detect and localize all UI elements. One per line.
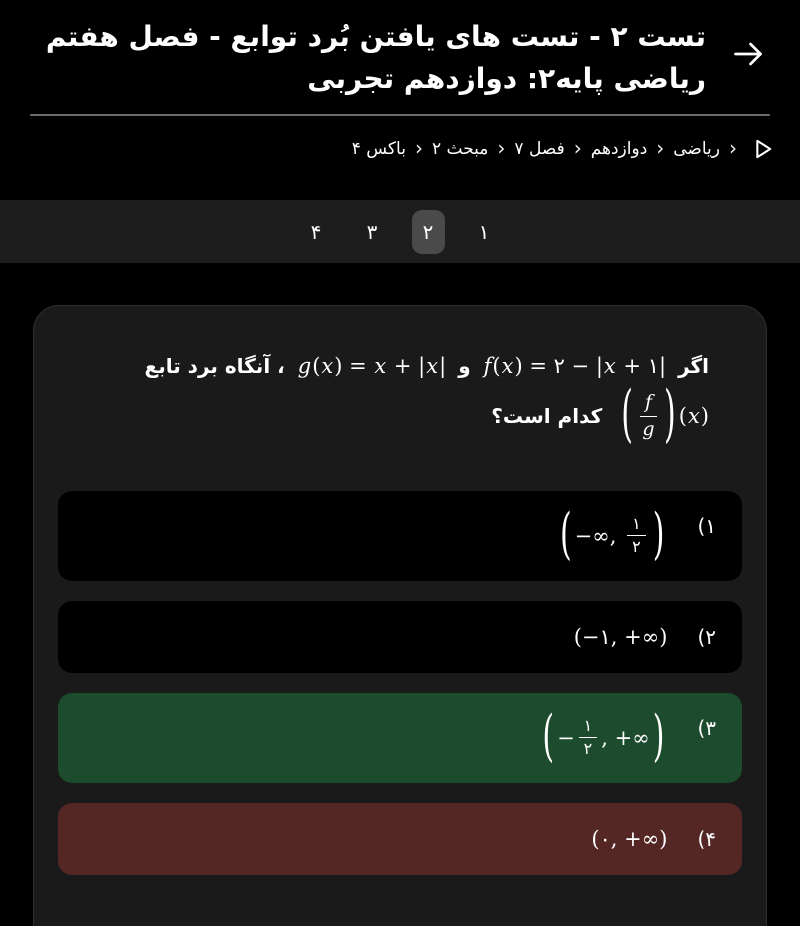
arrow-right-icon <box>728 34 768 74</box>
page-title-line1: تست ۲ - تست های یافتن بُرد توابع - فصل هفتم <box>45 20 706 53</box>
question-pagination-bar <box>0 200 800 263</box>
question-block <box>58 350 742 452</box>
back-button[interactable] <box>718 24 778 84</box>
big-paren-open: ( <box>542 704 555 770</box>
page-title-line2: ریاضی پایه۲: دوازدهم تجربی <box>307 62 706 95</box>
option-value: (−۱, +∞) <box>573 624 668 649</box>
header <box>0 0 800 100</box>
page-button-3[interactable]: ۳ <box>366 219 378 244</box>
chevron-separator-icon: ‹ <box>656 136 665 160</box>
chevron-separator-icon: ‹ <box>497 136 506 160</box>
option-value: (۰, +∞) <box>591 826 668 851</box>
option-label: ۲) <box>697 624 716 649</box>
title-block <box>40 16 706 100</box>
big-paren-close: ) <box>664 379 676 452</box>
question-formula: ( $\frac{f}{g}$ ) ( x ) <box>621 379 709 452</box>
question-text: کدام است؟ <box>491 404 603 429</box>
breadcrumb-item[interactable]: ریاضی <box>673 139 720 159</box>
top-section <box>0 0 800 200</box>
big-paren-open: ( <box>621 379 633 452</box>
option-value: ( − $\frac{۱}{۲}$ , +∞ ) <box>542 704 665 770</box>
option-2[interactable] <box>58 601 742 673</box>
question-line-1 <box>91 350 709 382</box>
play-icon <box>748 135 776 163</box>
big-paren-close: ) <box>652 502 665 568</box>
play-button[interactable] <box>746 133 778 165</box>
question-formula: g ( x ) = x + | x | <box>297 354 447 378</box>
big-paren-open: ( <box>559 502 572 568</box>
breadcrumb <box>0 116 800 165</box>
question-formula: f ( x ) = ۲ − | x + ۱| <box>483 354 667 378</box>
big-paren-close: ) <box>652 704 665 770</box>
options-list <box>58 491 742 875</box>
chevron-separator-icon: ‹ <box>729 136 737 160</box>
option-label: ۳) <box>697 715 716 740</box>
question-text: ، آنگاه برد تابع <box>144 354 285 378</box>
option-value: ( −∞, $\frac{۱}{۲}$ ) <box>559 502 665 568</box>
question-text: و <box>458 354 471 378</box>
page-button-4[interactable]: ۴ <box>310 219 322 244</box>
question-text: اگر <box>678 354 709 378</box>
option-label: ۱) <box>697 513 716 538</box>
breadcrumb-item[interactable]: باکس ۴ <box>351 139 406 159</box>
breadcrumb-item[interactable]: دوازدهم <box>590 139 648 159</box>
breadcrumb-item[interactable]: فصل ۷ <box>514 139 565 159</box>
fraction: $\frac{f}{g}$ <box>640 392 657 441</box>
page-button-2[interactable]: ۲ <box>412 210 445 254</box>
chevron-separator-icon: ‹ <box>414 136 423 160</box>
fraction: $\frac{۱}{۲}$ <box>627 515 646 557</box>
chevron-separator-icon: ‹ <box>573 136 582 160</box>
option-3[interactable] <box>58 693 742 783</box>
option-4[interactable] <box>58 803 742 875</box>
fraction: $\frac{۱}{۲}$ <box>579 717 598 759</box>
breadcrumb-item[interactable]: مبحث ۲ <box>431 139 489 159</box>
breadcrumb-items <box>351 136 737 160</box>
question-card <box>33 305 767 926</box>
main-area <box>0 263 800 926</box>
page-button-1[interactable]: ۱ <box>478 219 490 244</box>
option-label: ۴) <box>697 826 716 851</box>
option-1[interactable] <box>58 491 742 581</box>
question-line-2 <box>91 379 709 452</box>
